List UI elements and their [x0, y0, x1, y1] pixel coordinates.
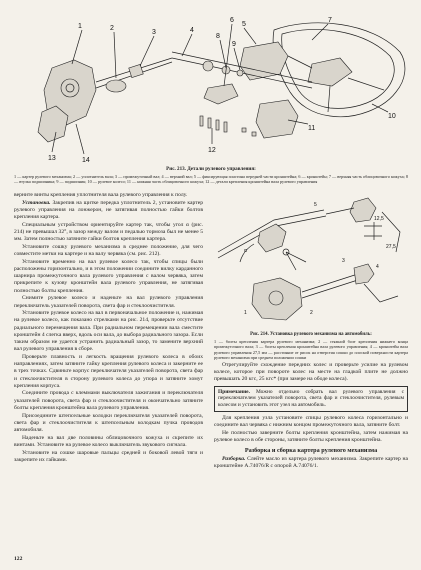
angle-alpha-label: α [244, 248, 247, 254]
callout-6: 6 [230, 17, 234, 24]
disassembly-lead: Разборка. [222, 455, 246, 462]
paragraph: Установите на сошке шаровые пальцы средней и боковой левой тяги и закрепите их гайками. [14, 449, 203, 463]
figure-214-legend: 1 — болты крепления картера рулевого механизма; 2 — стяжной болт крепления нижнего конца промежуточного вала; 3 — болты крепления кронштейна вала рулевого управления; 4 — кронштейн вала рулевого управления 27,5 мм — расстояние от рисок на отверстия сошки до плоской поверхности картера рулевого механизма при среднем положении сошки [214, 339, 408, 360]
figure-214-caption: Рис. 214. Установка рулевого механизма на автомобиль: [250, 332, 372, 337]
figure-213-legend: 1 — картер рулевого механизма; 2 — уплотнитель вала; 3 — промежуточный вал; 4 — верхний вал; 5 — фиксирующая пластина передней части кронштейна; 6 — кронштейн; 7 — верхняя часть облицовочного кожуха; 8 — втулка подшипника; 9 — подшипник; 10 — рулевое колесо; 11 — нижняя часть облицовочного кожуха; 12 — детали крепления кронштейна вала рулевого управления [14, 174, 408, 185]
callout-1: 1 [244, 310, 247, 316]
callout-4: 4 [190, 27, 194, 34]
paragraph: Установите рулевое колесо на вал в первоначальное положение и, нажимая на рулевое колесо, как показано стрелками на рис. 214, проверьте отсутствие радиального перемещения вала. При радиальном перемещении вала сместите кронштейн 4 слегка вверх, вдоль оси вала, до выбора радиального зазора. Если таким образом не удается устранить радиальный зазор, то замените верхний вал рулевого управления в сборе. [14, 310, 203, 353]
paragraph: Специальным устройством ориентируйте картер так, чтобы угол α (рис. 214) не превышал 32°, в зазор между валом и педалью тормоза был не менее 5 мм. Затем полностью затяните гайки болтов крепления картера. [14, 221, 203, 243]
bracket-drawing [204, 84, 238, 104]
paragraph: Для крепления узла установите спицы рулевого колеса горизонтально и соедините вал червяка с нижним концом промежуточного вала, затяните болт. [214, 415, 408, 429]
paragraph: Наденьте на вал две половины облицовочного кожуха и скрепите их винтами. Установите на рулевое колесо выключатель звукового сигнала. [14, 434, 203, 448]
paragraph: Снимите рулевое колесо и наденьте на вал рулевого управления переключатель указателей поворота, света фар и стеклоочистителя. [14, 295, 203, 309]
note-text: Можно отдельно собрать вал рулевого управления с переключателем указателей поворота, света фар и стеклоочистителя, рулевым колесом и установить этот узел на автомобиль. [218, 388, 404, 409]
figure-214-drawing [214, 192, 408, 330]
paragraph: Установите сошку рулевого механизма в среднее положение, для чего совместите метки на картере и на валу червяка (см. рис. 212). [14, 243, 203, 258]
callout-4: 4 [376, 264, 379, 270]
shaft-seal-drawing [106, 80, 126, 92]
callout-10: 10 [388, 113, 396, 120]
steering-gear-housing-drawing [38, 58, 172, 142]
paragraph: Присоедините штепсельные колодки переключателя указателей поворота, света фар и стеклоочистителя к штепсельным колодкам пучка проводов автомобиля. [14, 412, 203, 433]
paragraph: Проверьте плавность и легкость вращения рулевого колеса в обоих направлениях, затем затяните гайку крепления рулевого колеса и закерните ее в трех точках. Сдвиньте корпус переключателя указателей поворота, света фар и стеклоочистителя в сторону рулевого колеса до упора и затяните хомут крепления корпуса. [14, 353, 203, 389]
left-column [14, 192, 203, 557]
upper-detail-drawing [218, 198, 400, 270]
figure-213-caption: Рис. 213. Детали рулевого управления: [166, 166, 256, 172]
callout-2: 2 [110, 25, 114, 32]
paragraph-text: Слейте масло из картера рулевого механизма. Закрепите картер на кронштейне А.74076/R с опорой А.74076/1. [214, 455, 408, 469]
note-lead: Примечание. [218, 388, 250, 395]
paragraph-installation [14, 200, 203, 222]
callout-8: 8 [216, 33, 220, 40]
fasteners-drawing [200, 116, 256, 136]
paragraph-text: Закрепив на щитке передка уплотнитель 2, установите картер рулевого управления на лонжерон, не затягивая полностью гайки болтов крепления картера. [14, 199, 203, 221]
callout-3: 3 [342, 258, 345, 264]
callout-13: 13 [48, 155, 56, 162]
paragraph: Не полностью заверните болты крепления кронштейна, затем нажимая на рулевое колесо в обе стороны, затяните болты крепления кронштейна. [214, 429, 408, 444]
steering-wheel-drawing [273, 23, 405, 117]
installation-lead: Установка. [22, 199, 51, 206]
callout-5: 5 [314, 202, 317, 208]
callout-14: 14 [82, 157, 90, 164]
figure-214-gear-installation [214, 192, 408, 330]
paragraph: Отрегулируйте схождение передних колес и проверьте усилие на рулевом колесе, которое при повороте колес на месте на гладкой плите не должно превышать 20 кгс, 25 кгс* (при замере на ободе колеса). [214, 362, 408, 383]
paragraph-disassembly [214, 456, 408, 470]
callout-11: 11 [308, 125, 316, 132]
figure-213-steering-parts [12, 12, 410, 170]
lower-housing-drawing [252, 264, 398, 320]
right-column [214, 192, 408, 557]
callout-9: 9 [232, 41, 236, 48]
callout-2: 2 [310, 310, 313, 316]
lower-cover-drawing [256, 100, 298, 138]
callout-5: 5 [242, 21, 246, 28]
dimension-12-5: 12,5 [374, 216, 384, 222]
callout-7: 7 [328, 17, 332, 24]
note-box [214, 386, 408, 412]
section-title: Разборка и сборка картера рулевого механизма [244, 447, 378, 455]
callout-3: 3 [152, 29, 156, 36]
callout-1: 1 [78, 23, 82, 30]
dimension-27-5: 27,5 [386, 244, 396, 250]
page-number: 122 [14, 556, 23, 562]
paragraph: Установите временно на вал рулевое колесо так, чтобы спицы были расположены горизонтально, и в этом положении соедините вилку карданного шарнира промежуточного вала рулевого управления с валом червяка, затем прикрепите к кузову кронштейн вала рулевого управления, не затягивая полностью болты крепления. [14, 258, 203, 294]
callout-12: 12 [208, 147, 216, 154]
paragraph: верните винты крепления уплотнителя вала рулевого управления к полу. [14, 192, 188, 198]
paragraph: Соедините провода с клеммами выключателя зажигания и переключателя указателей поворота, света фар и стеклоочистителя и окончательно затяните болты крепления кронштейна вала рулевого управления. [14, 390, 203, 411]
figure-213-drawing [12, 12, 410, 170]
